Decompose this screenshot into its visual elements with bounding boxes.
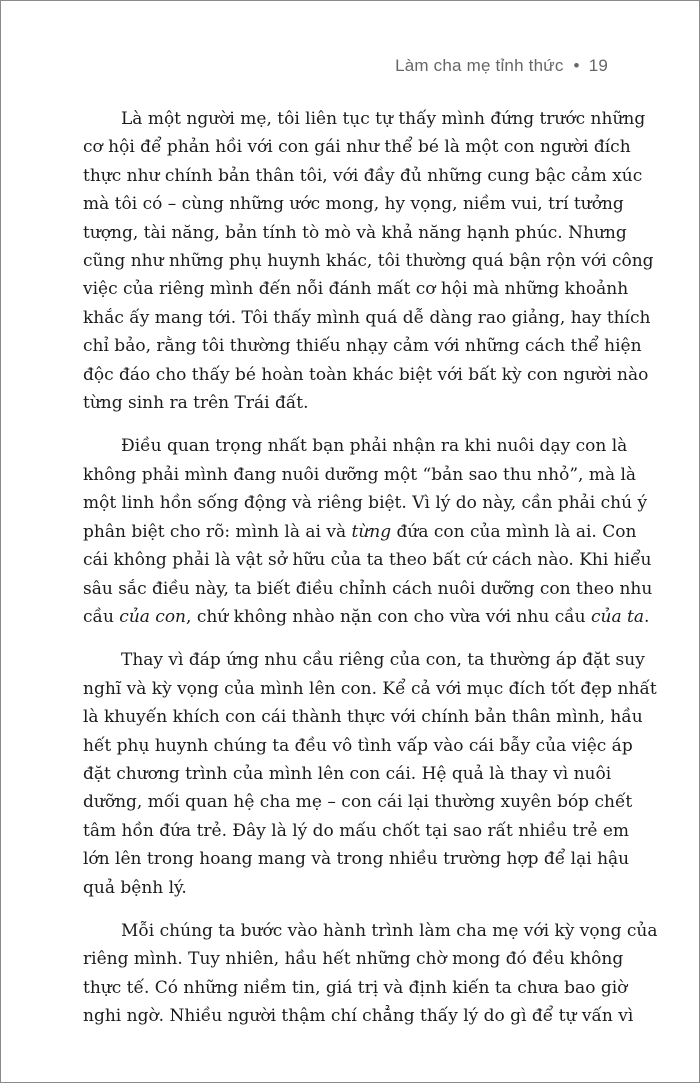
text-line xyxy=(83,575,653,603)
text-run: Mỗi chúng ta bước vào hành trình làm cha mẹ với kỳ vọng của xyxy=(121,920,658,941)
text-run: tượng, tài năng, bản tính tò mò và khả năng hạnh phúc. Nhưng xyxy=(83,222,627,243)
text-run: cơ hội để phản hồi với con gái như thể bé là một con người đích xyxy=(83,137,631,158)
text-run: độc đáo cho thấy bé hoàn toàn khác biệt với bất kỳ con người nào xyxy=(83,364,649,385)
text-line xyxy=(83,760,611,788)
page-number: 19 xyxy=(588,56,608,75)
running-header xyxy=(395,56,608,76)
paragraph xyxy=(83,432,653,631)
text-run: một linh hồn sống động và riêng biệt. Vì lý do này, cần phải chú ý xyxy=(83,493,648,514)
body-text xyxy=(83,105,658,1031)
text-run: dưỡng, mối quan hệ cha mẹ – con cái lại thường xuyên bóp chết xyxy=(83,792,633,813)
text-line xyxy=(83,675,657,703)
paragraph xyxy=(83,917,658,1031)
text-run: chỉ bảo, rằng tôi thường thiếu nhạy cảm với những cách thể hiện xyxy=(83,336,642,357)
text-run: cái không phải là vật sở hữu của ta theo bất cứ cách nào. Khi hiểu xyxy=(83,550,652,571)
text-run: sâu sắc điều này, ta biết điều chỉnh cách nuôi dưỡng con theo nhu xyxy=(83,578,653,599)
text-run: đứa con của mình là ai. Con xyxy=(391,521,637,542)
paragraph xyxy=(83,105,654,417)
text-line xyxy=(83,332,642,360)
text-line xyxy=(83,304,651,332)
italic-text: từng xyxy=(351,521,392,542)
header-separator: • xyxy=(573,56,580,75)
text-run: việc của riêng mình đến nỗi đánh mất cơ hội mà những khoảnh xyxy=(83,279,629,300)
book-title: Làm cha mẹ tỉnh thức xyxy=(395,56,564,75)
text-line xyxy=(83,917,658,945)
text-run: , chứ không nhào nặn con cho vừa với nhu cầu xyxy=(186,606,592,627)
text-run: không phải mình đang nuôi dưỡng một “bản sao thu nhỏ”, mà là xyxy=(83,464,637,485)
italic-text: của ta xyxy=(591,606,644,627)
text-line xyxy=(83,133,631,161)
text-run: đặt chương trình của mình lên con cái. Hệ quả là thay vì nuôi xyxy=(83,763,612,784)
text-line xyxy=(83,361,649,389)
text-run: Là một người mẹ, tôi liên tục tự thấy mình đứng trước những xyxy=(121,109,646,129)
text-line xyxy=(83,646,645,674)
text-line xyxy=(83,874,611,902)
text-line xyxy=(83,974,628,1002)
text-line xyxy=(83,732,633,760)
text-run: Thay vì đáp ứng nhu cầu riêng của con, ta thường áp đặt suy xyxy=(121,650,645,671)
text-line xyxy=(83,703,643,731)
text-line xyxy=(83,546,652,574)
text-line xyxy=(83,788,633,816)
text-line xyxy=(83,162,643,190)
text-run: từng sinh ra trên Trái đất. xyxy=(83,393,309,414)
text-line xyxy=(83,603,650,631)
paragraph xyxy=(83,646,657,902)
text-line xyxy=(83,817,630,845)
text-run: riêng mình. Tuy nhiên, hầu hết những chờ mong đó đều không xyxy=(83,949,624,970)
text-run: tâm hồn đứa trẻ. Đây là lý do mấu chốt tại sao rất nhiều trẻ em xyxy=(83,820,630,841)
text-line xyxy=(83,190,624,218)
text-run: cũng như những phụ huynh khác, tôi thường quá bận rộn với công xyxy=(83,251,654,272)
text-run: là khuyến khích con cái thành thực với chính bản thân mình, hầu xyxy=(83,707,643,728)
text-line xyxy=(83,461,637,489)
text-run: thực tế. Có những niềm tin, giá trị và định kiến ta chưa bao giờ xyxy=(83,977,628,998)
text-line xyxy=(83,247,654,275)
text-run: hết phụ huynh chúng ta đều vô tình vấp vào cái bẫy của việc áp xyxy=(83,735,633,756)
text-run: khắc ấy mang tới. Tôi thấy mình quá dễ dàng rao giảng, hay thích xyxy=(83,307,651,328)
text-run: quả bệnh lý. xyxy=(83,877,187,898)
text-run: Điều quan trọng nhất bạn phải nhận ra khi nuôi dạy con là xyxy=(121,436,628,457)
text-line xyxy=(83,219,627,247)
text-line xyxy=(83,845,630,873)
text-line xyxy=(83,1002,634,1030)
text-run: nghi ngờ. Nhiều người thậm chí chẳng thấy lý do gì để tự vấn vì xyxy=(83,1006,634,1027)
text-run: nghĩ và kỳ vọng của mình lên con. Kể cả với mục đích tốt đẹp nhất xyxy=(83,678,657,699)
text-run: cầu xyxy=(83,606,120,627)
text-run: . xyxy=(644,606,650,627)
text-line xyxy=(83,432,628,460)
text-run: lớn lên trong hoang mang và trong nhiều trường hợp để lại hậu xyxy=(83,849,630,870)
text-line xyxy=(83,945,624,973)
text-line xyxy=(83,105,646,133)
text-run: phân biệt cho rõ: mình là ai và xyxy=(83,521,352,542)
italic-text: của con xyxy=(119,606,187,627)
text-line xyxy=(83,489,648,517)
text-run: thực như chính bản thân tôi, với đầy đủ những cung bậc cảm xúc xyxy=(83,165,643,186)
text-line xyxy=(83,518,637,546)
text-line xyxy=(83,275,629,303)
text-run: mà tôi có – cùng những ước mong, hy vọng, niềm vui, trí tưởng xyxy=(83,194,624,215)
text-line xyxy=(83,389,611,417)
